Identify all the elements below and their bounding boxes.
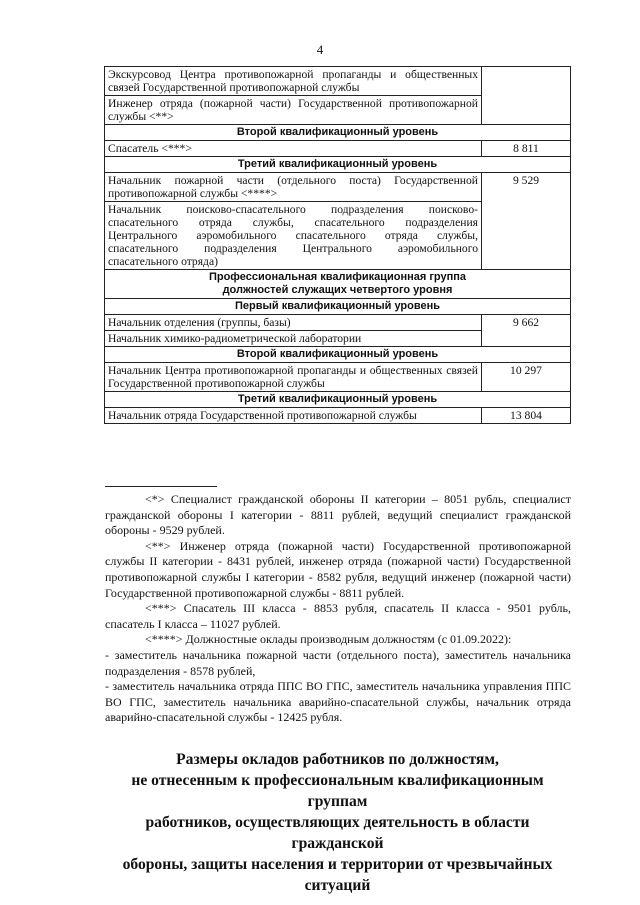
table-row	[105, 141, 571, 157]
section-title-line: Размеры окладов работников по должностям,	[176, 751, 499, 768]
salary-value: 8 811	[482, 141, 571, 157]
footnote-divider	[105, 486, 217, 487]
footnote: - заместитель начальника отряда ППС ВО ГПС, заместитель начальника управления ППС ВО ГПС, заместитель начальника аварийно-спасательной службы, начальник отряда аварийно-спасательной службы - 12425 рубля.	[105, 679, 571, 725]
position-title: Начальник химико-радиометрической лаборатории	[105, 331, 482, 347]
table-row	[105, 363, 571, 392]
section-title-line: обороны, защиты населения и территории от чрезвычайных ситуаций	[122, 856, 553, 894]
footnote: - заместитель начальника пожарной части (отдельного поста), заместитель начальника подразделения - 8578 рублей,	[105, 647, 571, 678]
section-title	[100, 749, 575, 896]
page-number: 4	[316, 42, 324, 57]
qualification-level-row	[105, 347, 571, 363]
position-title: Начальник поисково-спасательного подразделения поисково-спасательного отряда службы, спасательного подразделения Центрального аэромобильного спасательного отряда службы, спасательного подразделения Центрального аэромобильного спасательного отряда)	[105, 202, 482, 270]
footnotes	[105, 492, 571, 726]
qualification-level-label: Первый квалификационный уровень	[105, 299, 571, 315]
qualification-level-row	[105, 392, 571, 408]
salary-value: 9 662	[482, 315, 571, 347]
position-title: Начальник Центра противопожарной пропаганды и общественных связей Государственной противопожарной службы	[105, 363, 482, 392]
group-label-line: Профессиональная квалификационная группа	[208, 271, 467, 283]
position-title: Экскурсовод Центра противопожарной пропаганды и общественных связей Государственной противопожарной службы	[105, 67, 482, 96]
qualification-level-row	[105, 125, 571, 141]
qualification-group-label	[105, 270, 571, 299]
footnote: <*> Специалист гражданской обороны II категории – 8051 рубль, специалист гражданской обороны I категории - 8811 рублей, ведущий специалист гражданской обороны - 9529 рублей.	[105, 492, 571, 538]
table-row	[105, 173, 571, 202]
footnote: <****> Должностные оклады производным должностям (с 01.09.2022):	[145, 632, 512, 647]
group-label-line: должностей служащих четвертого уровня	[222, 284, 453, 296]
salary-value: 10 297	[482, 363, 571, 392]
salary-value: 13 804	[482, 408, 571, 424]
table-row	[105, 67, 571, 96]
salary-value	[482, 67, 571, 125]
table-row	[105, 408, 571, 424]
qualification-level-label: Третий квалификационный уровень	[105, 157, 571, 173]
position-title: Спасатель <***>	[105, 141, 482, 157]
position-title: Начальник пожарной части (отдельного поста) Государственной противопожарной службы <****>	[105, 173, 482, 202]
qualification-level-label: Второй квалификационный уровень	[105, 347, 571, 363]
position-title: Начальник отряда Государственной противопожарной службы	[105, 408, 482, 424]
table-row	[105, 315, 571, 331]
footnote: <**> Инженер отряда (пожарной части) Государственной противопожарной службы II категории - 8431 рублей, инженер отряда (пожарной части) Государственной противопожарной службы I категории - 8582 рубля, ведущий инженер (пожарной части) Государственной противопожарной службы - 8811 рублей.	[105, 538, 571, 600]
salary-value: 9 529	[482, 173, 571, 270]
qualification-group-row	[105, 270, 571, 299]
salary-table	[104, 66, 571, 424]
position-title: Инженер отряда (пожарной части) Государственной противопожарной службы <**>	[105, 96, 482, 125]
qualification-level-label: Второй квалификационный уровень	[105, 125, 571, 141]
position-title: Начальник отделения (группы, базы)	[105, 315, 482, 331]
qualification-level-row	[105, 157, 571, 173]
qualification-level-row	[105, 299, 571, 315]
qualification-level-label: Третий квалификационный уровень	[105, 392, 571, 408]
section-title-line: не отнесенным к профессиональным квалификационным группам	[131, 772, 544, 810]
footnote: <***> Спасатель III класса - 8853 рубля, спасатель II класса - 9501 рубль, спасатель I класса – 11027 рублей.	[105, 601, 571, 631]
section-title-line: работников, осуществляющих деятельность в области гражданской	[145, 814, 530, 852]
